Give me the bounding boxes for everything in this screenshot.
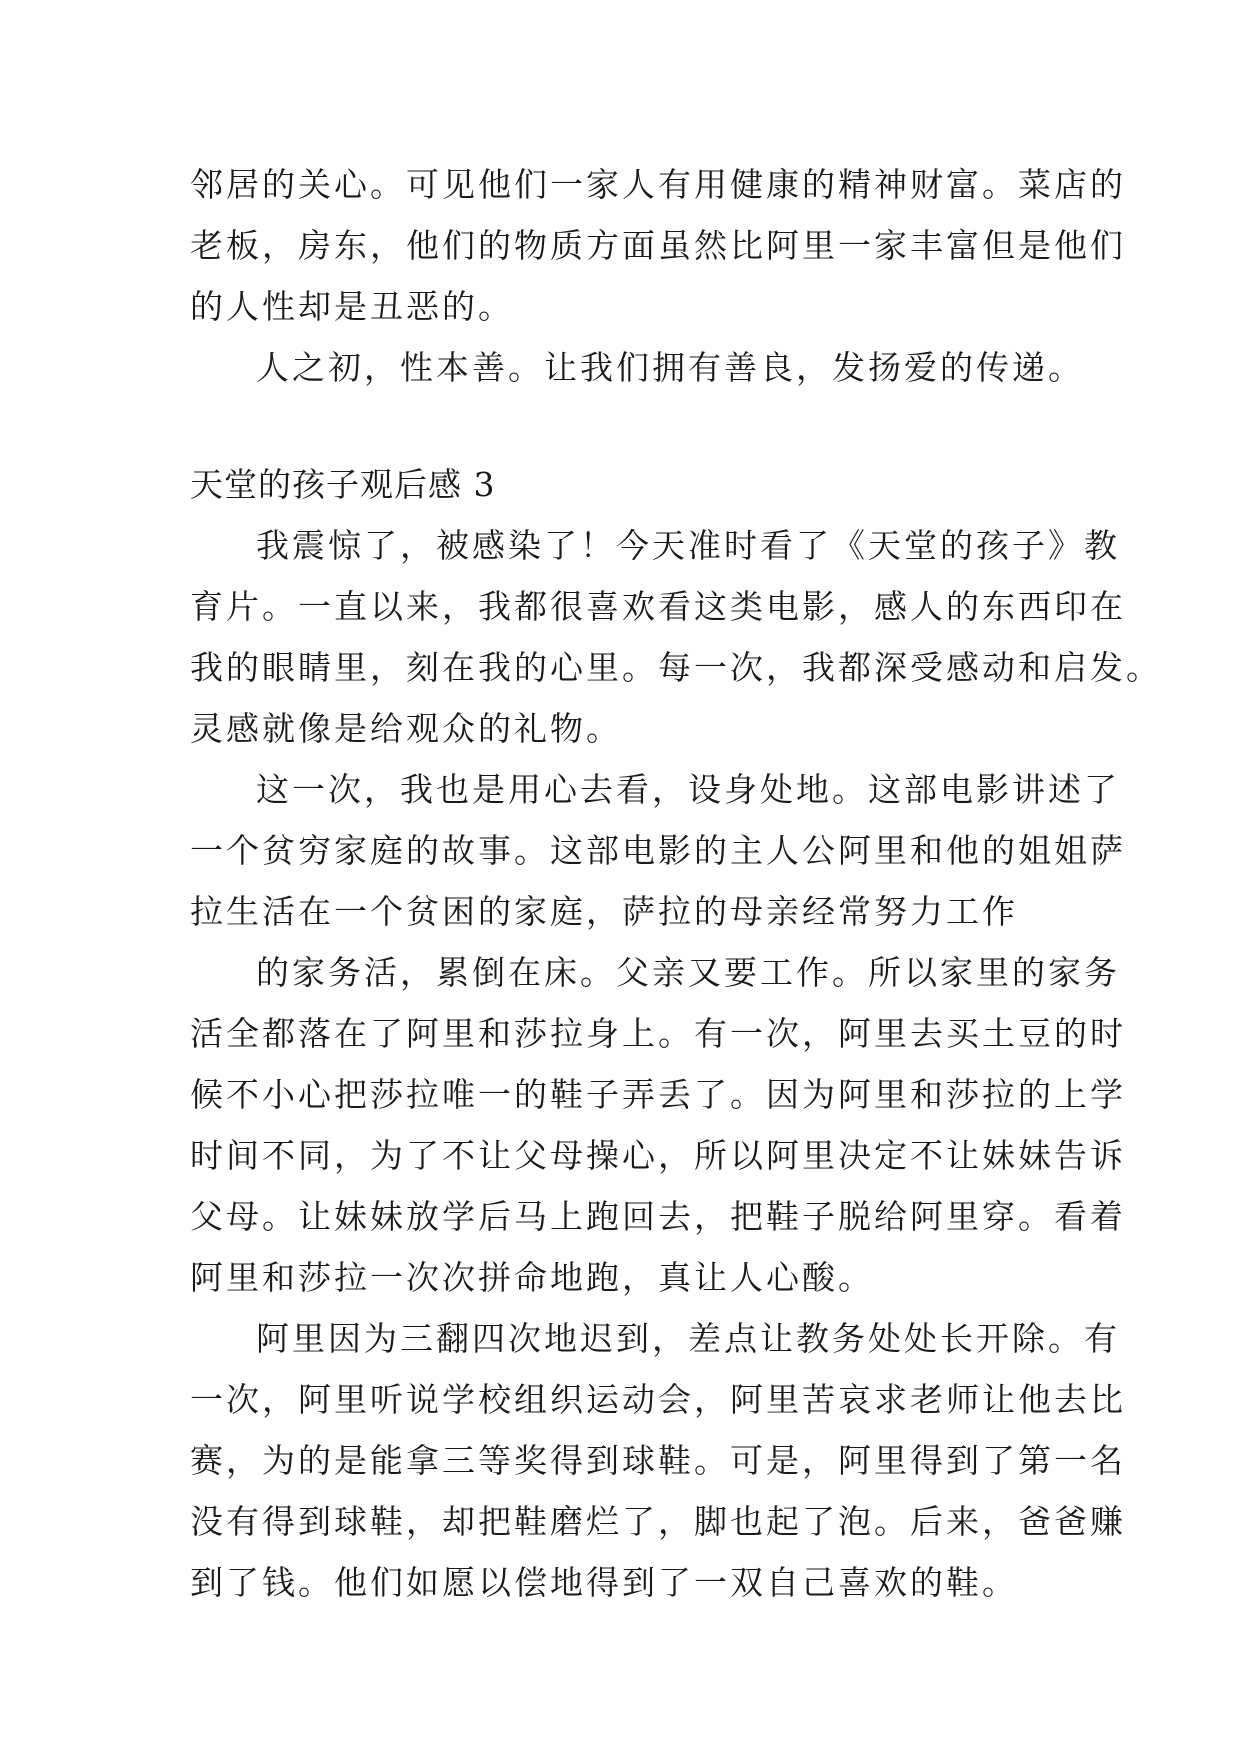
paragraph-3 [190,942,1126,1308]
text-line: 的人性却是丑恶的。 [190,287,514,326]
text-line: 一个贫穷家庭的故事。这部电影的主人公阿里和他的姐姐萨 [190,831,1126,870]
text-line: 活全都落在了阿里和莎拉身上。有一次，阿里去买土豆的时 [190,1014,1126,1053]
text-line: 赛，为的是能拿三等奖得到球鞋。可是，阿里得到了第一名 [190,1441,1126,1480]
text-line: 时间不同，为了不让父母操心，所以阿里决定不让妹妹告诉 [190,1136,1126,1175]
paragraph-2 [190,759,1126,942]
text-line: 一次，阿里听说学校组织运动会，阿里苦哀求老师让他去比 [190,1380,1126,1419]
text-line: 到了钱。他们如愿以偿地得到了一双自己喜欢的鞋。 [190,1563,1018,1602]
text-line: 阿里和莎拉一次次拼命地跑，真让人心酸。 [190,1258,874,1297]
text-line: 拉生活在一个贫困的家庭，萨拉的母亲经常努力工作 [190,892,1018,931]
text-line: 我的眼睛里，刻在我的心里。每一次，我都深受感动和启发。 [190,648,1162,687]
text-line: 灵感就像是给观众的礼物。 [190,709,622,748]
closing-paragraph [190,337,1084,398]
document-body [190,154,1162,1613]
text-line: 育片。一直以来，我都很喜欢看这类电影，感人的东西印在 [190,587,1126,626]
text-line: 这一次，我也是用心去看，设身处地。这部电影讲述了 [256,770,1120,809]
text-line: 没有得到球鞋，却把鞋磨烂了，脚也起了泡。后来，爸爸赚 [190,1502,1126,1541]
section-spacer [190,398,1060,454]
intro-paragraph [190,154,1126,337]
section-heading [190,454,1060,515]
paragraph-1 [190,515,1162,759]
text-line: 人之初，性本善。让我们拥有善良，发扬爱的传递。 [256,348,1084,387]
text-line: 我震惊了，被感染了！今天准时看了《天堂的孩子》教 [256,526,1120,565]
paragraph-4 [190,1308,1126,1613]
text-line: 邻居的关心。可见他们一家人有用健康的精神财富。菜店的 [190,165,1126,204]
text-line: 父母。让妹妹放学后马上跑回去，把鞋子脱给阿里穿。看着 [190,1197,1126,1236]
text-line: 候不小心把莎拉唯一的鞋子弄丢了。因为阿里和莎拉的上学 [190,1075,1126,1114]
section-title: 天堂的孩子观后感 3 [190,465,496,504]
text-line: 阿里因为三翻四次地迟到，差点让教务处处长开除。有 [256,1319,1120,1358]
text-line: 老板，房东，他们的物质方面虽然比阿里一家丰富但是他们 [190,226,1126,265]
text-line: 的家务活，累倒在床。父亲又要工作。所以家里的家务 [256,953,1120,992]
